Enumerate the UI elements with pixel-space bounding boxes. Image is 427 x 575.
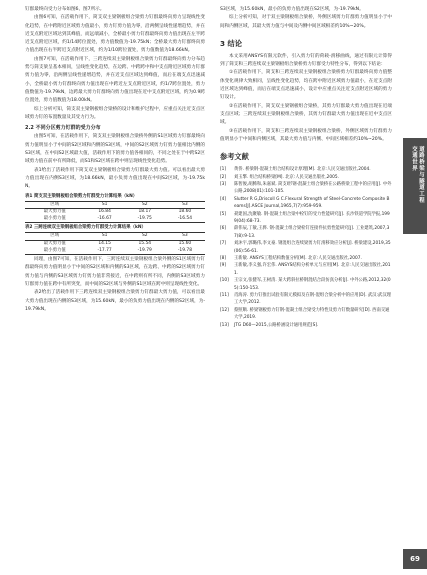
table-cell: -19.78 [165,248,205,255]
table-cell: -19.79 [125,248,165,255]
reference-item [220,262,392,277]
reference-text: 王新敏. ANSYS工程结构数值分析[M]. 北京:人民交通出版社,2007. [234,256,362,262]
reference-number: [2] [220,174,227,180]
table-row [25,209,205,216]
side-tab-label: 交通世界 [411,146,417,172]
reference-item [220,174,392,181]
reference-number: [10] [220,278,229,284]
reference-item [220,181,392,196]
table-cell: -16.54 [165,216,205,223]
paragraph: 表2给出了活载作用下三跨连续双主梁钢板组合梁剪力钉群最大剪力值，可以看出最大剪力值出现在内侧的S3区域，为15.60kN，最小的负剪力值出现在内侧的S2区域，为-19.79kN。 [25,290,205,312]
reference-item [220,240,392,255]
reference-text: JTG D60—2015,公路桥涵设计通用规范[S]. [234,322,319,328]
side-tab-label: 道路桥梁与隧道工程 [418,146,424,204]
paragraph: 综上分析可知，简支双主梁钢板组合梁桥的设计和维护过程中，应重点关注近支点区域剪力钉的布置数量及其受力行为。 [25,106,205,120]
right-column [220,6,392,329]
table-cell: 14.15 [98,240,111,246]
reference-number: [9] [220,263,227,269]
reference-number: [13] [220,322,229,328]
reference-text: 黄侨. 桥梁钢-混凝土组合结构设计原理[M]. 北京:人民交通出版社,2004. [234,167,371,173]
section-side-tab [403,138,427,234]
reference-number: [12] [220,307,229,313]
reference-text: 肖海涛. 剪力钉推出试验有限元模拟及在钢-混组合梁分析中的应用[D]. 武汉:武汉理工大学,2012. [234,293,391,306]
table-cell: 15.54 [138,240,152,246]
reference-number: [5] [220,211,227,217]
reference-number: [7] [220,241,227,247]
table-cell: 最小剪力值 [25,248,85,255]
paragraph: 综上分析可知，对于双主梁钢板组合梁桥，外侧区域剪力钉群剪力值明显小于中间和内侧区域，其最大剪力值与中间及内侧中间区域相差约10%~20%。 [220,15,392,29]
left-column [25,6,205,314]
reference-item [220,196,392,211]
reference-item [220,211,392,226]
reference-item [220,307,392,322]
reference-text: 聂建国,沈聚敏. 钢-混凝土组合梁中栓钉的受力性能研究[J]. 长沙铁道学院学报,1999(04):68-73. [234,211,390,224]
reference-number: [4] [220,196,227,202]
reference-text: 刘玉擎. 组合结构桥梁[M]. 北京:人民交通出版社,2005. [234,174,339,180]
references-heading: 参考文献 [220,152,249,162]
paragraph: 由图5可知，在活载作用下，简支双主梁钢板组合梁桥外侧的S1区域剪力钉群最终向剪力值明显小于中间的S2区域和内侧的S3区域，中间的S2区域剪力钉剪力值相比内侧的S3区域，在中间S2区域最大值，活载作用下的剪力值各相同的，不同之处在于中跨S2区域剪力值在前中有所降低，而S1和S2区域在跨中则呈现线性变化趋势。 [25,134,205,165]
reference-text: 王新敏,李义强,许宏伟. ANSYS结构分析单元与应用[M]. 北京:人民交通出版社,2011. [234,263,391,276]
reference-text: Slutter R G,Driscoll G C.Flexural Strength of Steel-Concrete Composite Beams[J].ASCE Journal,1965,7(7):959-959. [234,196,390,210]
page-number: 69 [403,549,427,569]
reference-text: 蔡照顺. 桥梁钢板剪力钉钢-混凝土组合梁受力特性及剪力钉数量研究[D]. 西南交通大学,2019. [234,307,390,321]
table-row [25,248,205,255]
references-list [220,166,392,329]
table-header: S2 [125,233,165,241]
paragraph: 由图7可知，在活载作用下，三跨连续双主梁钢板组合梁剪力钉群最终向剪力分布趋势与简支梁呈基本相同，呈线性变化趋势，在边跨、中跨跨中和中支点附近区域剪力钉群剪力值为零，沿两侧呈线性递增趋势，并在近支点区域达到峰值，而后在端支点迅速减小，全桥最小剪力钉群终向剪力值出现在中跨近左支点附近区域，约1/7跨位置处，剪力值数值为-19.79kN，边跨最大剪力钉群终向剪力值出现在近中支点附近区域，约为0.9跨位置处，剪力值数值为18.00kN。 [25,56,205,104]
table-header-row [25,233,205,241]
section-heading: 2.2 不同分区剪力钉群的受力分布 [25,125,101,132]
reference-item [220,292,392,307]
paragraph: 由图6可知，在活载作用下，简支双主梁钢板组合梁剪力钉群最终向剪力呈现线性变化趋势，在中跨附近区域剪力值最小，剪力钉剪力值为零，沿两侧呈线性递增趋势，并在近支点附近区域达到其峰值，而远端减小，全桥最小剪力钉群最终向剪力值出现在左半跨近支点附近区域，约1/14跨位置处，剪力值数值为-19.75kN；全桥最大剪力钉群终向剪力值出现在右半跨近支点附近区域，约为1/10跨位置处，剪力值数值为18.66kN。 [25,15,205,54]
table-cell: -19.75 [125,216,165,223]
table-cell: -17.77 [85,248,125,255]
conclusion-item: ①在活载作用下，简支和三跨连续双主梁钢板组合梁桥剪力钉群最终向剪力值整体变化规律大致相同，呈线性变化趋势，均在跨中附近区域剪力值最小，在近支点附近区域达到峰值，而后在端支点迅速减小，设计中应重点关注近支点附近区域的剪力钉设计。 [220,70,392,101]
table-header: S3 [165,201,205,209]
reference-number: [3] [220,181,227,187]
conclusion-item: ③在活载作用下，简支和三跨连续双主梁钢板组合梁桥，外侧区域剪力钉群剪力值明显小于中间和内侧区域，其最大剪力值与内侧、中间区域相差约10%~20%。 [220,128,392,142]
reference-item [220,255,392,262]
section-heading: 3 结论 [220,38,242,48]
table-cell: 16.84 [98,209,111,215]
table-cell: 18.60 [178,209,192,215]
table-header: S3 [165,233,205,241]
table-caption: 表1 简支双主梁钢板组合梁剪力钉群受力计算结果（kN） [25,193,138,199]
table-cell: 15.60 [178,240,192,246]
results-table-2 [25,232,205,255]
table-header: S1 [85,201,125,209]
table-cell: 最大剪力值 [43,209,66,215]
reference-text: 王宗文,张健军,王树清. 某大跨斜拉桥钢混结合段仿真分析[J]. 中外公路,2012,32(05):150-153. [234,278,391,291]
reference-item [220,166,392,173]
reference-text: 薛伟辰,丁敏,王骅. 钢-混凝土组合梁栓钉连接件抗剪性能研究[J]. 工业建筑,2007,37(8):9-13. [234,226,390,239]
reference-text: 陈智俊,胡腾和,朱嘉斌. 简支I形钢-混凝土组合梁桥在公路桥梁工程中的应用[J]. 中外公路,2008(01):101-105. [234,181,392,195]
reference-item [220,225,392,240]
table-cell: -16.67 [85,216,125,223]
results-table-1 [25,201,205,224]
conclusion-item: ②在活载作用下，简支双主梁钢板组合梁桥，其剪力钉群最大剪力值出现在近端支点区域；三跨连续双主梁钢板组合梁桥，其剪力钉群最大剪力值出现在近中支点区域。 [220,103,392,126]
table-header: S2 [125,201,165,209]
paragraph: 钉群最终向受力分布如图6、图7所示。 [25,7,105,12]
table-row [25,216,205,223]
table-header: S1 [85,233,125,241]
paragraph: 同理，由图7可知，在活载作用下，三跨连续双主梁钢板组合梁外侧的S1区域剪力钉群最终向剪力值明显小于中间的S2区域和内侧的S3区域，在边跨、中跨的S2区域剪力钉剪力值与内侧的S3区域剪力钉剪力值非常接近，在中跨则有所不同，内侧的S3区域剪力钉群剪力值在跨中有所突变，而中间的S2区域与外侧的S1区域在跨中则呈现线性变化。 [25,257,205,287]
reference-number: [1] [220,167,227,173]
table-cell: 18.17 [138,209,152,215]
reference-number: [8] [220,256,227,262]
reference-number: [6] [220,226,227,232]
paragraph: S3区域，为15.60kN，最小的负剪力值出现在S2区域，为-19.79kN。 [220,7,364,12]
paragraph: 表1给出了活载作用下简支双主梁钢板组合梁剪力钉群最大剪力值。可以看出最大剪力值出现在内侧S3区域，为18.66kN，最小负剪力值出现在中间S2区域，为-19.75kN。 [25,167,205,190]
table-cell: 最大剪力值 [43,240,66,246]
reference-item [220,322,392,329]
table-header: 区域 [25,233,85,241]
table-caption: 表2 三跨连续双主梁钢板组合梁剪力钉群受力计算结果（kN） [25,225,146,231]
reference-text: 刘沐宇,郭璐伟,李文豪. 钢混组合连续梁剪力钉滑移效应分析[J]. 桥梁建设,2019,35(06):56-61. [234,241,391,254]
reference-item [220,277,392,292]
table-header-row [25,201,205,209]
table-row [25,240,205,247]
table-cell: 最小剪力值 [25,216,85,223]
paragraph: 本文采用ANSYS有限元软件，引入剪力钉的荷载-滑移曲线，通过有限元计算得到了简支和三跨连续双主梁钢板组合梁桥剪力钉群受力特性分布，得到以下结论： [220,53,392,68]
reference-number: [11] [220,293,229,299]
table-header: 区域 [25,201,85,209]
